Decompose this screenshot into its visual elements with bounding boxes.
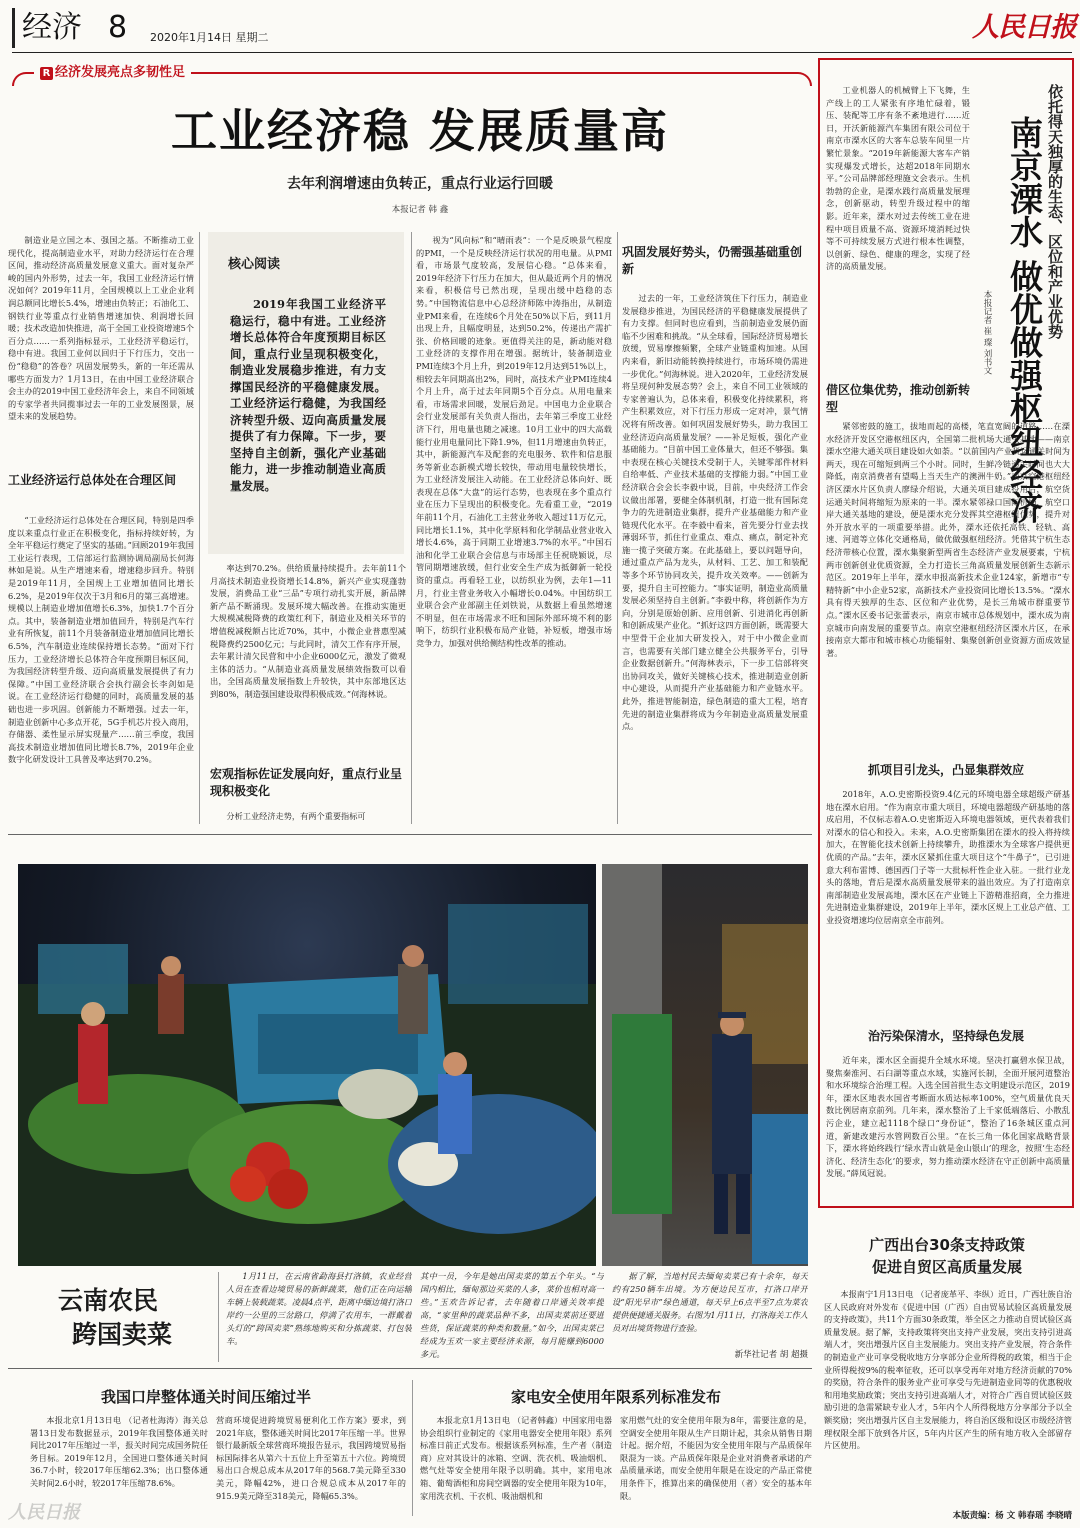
feature-body-2 <box>826 788 1070 1026</box>
brief-headline <box>822 1234 1072 1278</box>
feature-kicker: 依托得天独厚的生态、区位和产业优势 <box>1046 84 1064 339</box>
column-rule <box>411 232 412 824</box>
feature-intro <box>826 84 970 374</box>
feature-body-1 <box>826 420 1070 796</box>
masthead-rule <box>12 52 1072 53</box>
bottom-story-1-text-a: 本报北京1月13日电 （记者杜海涛）海关总署13日发布数据显示，2019年我国整体通关时间比2017年压缩过一半，报关时间完成国务院任务目标。2019年12月，全国进口整体通关时间36.7小时，较2017年压缩62.3%；出口整体通关时间2.6小时，较2017年压缩78.6%。 <box>30 1415 208 1488</box>
lead-intro <box>8 234 194 462</box>
column-rule <box>199 232 200 824</box>
photo-title-line1: 云南农民 <box>58 1286 159 1315</box>
feature-text-3: 近年来，溧水区全面提升全域水环境。坚决打赢碧水保卫战，聚焦秦淮河、石臼湖等重点水域，实施河长制，全面开展河道整治和水环境综合治理工程。入选全国首批生态文明建设示范区，2019年，溧水区地表水国省考断面水质达标率100%，空气质量优良天数比例居南京前列。几年来，溧水整治了上千家低端落后、小散乱污企业，建立起1118个绿口“身份证”，整治了16条城区重点河道，新建改建污水管网数百公里。“在长三角一体化国家战略背景下，溧水将始终践行‘绿水青山就是金山银山’的理念，按照‘生态经济化、经济生态化’的要求，努力推动溧水经济在守正创新中高质量发展。”薛凤冠说。 <box>826 1055 1070 1179</box>
lead-col4-body <box>622 292 808 824</box>
lead-intro-text: 制造业是立国之本、强国之基。不断推动工业现代化，提高制造业水平，对助力经济运行在合理区间，推动经济高质量发展意义重大。面对复杂严峻的国内外形势，过去一年，我国工业经济运行情况如何？2019年11月，全国规模以上工业企业利润总额同比增长5.4%，增速由负转正；石油化工、钢铁行业等重点行业销售增速加快、利润增长回暖；技术改造加快推进，高于全国工业投资增速5个百分点……一系列指标显示，工业经济平稳运行，稳中有进。我国工业何以回归于下行压力，交出一份“稳稳”的答卷？巩固发展势头，新的一年还需从哪些方面发力？1月13日，在由中国工业经济联合会主办的2019中国工业经济年会上，来自不同领域的专家学者共同揽事过去一年的工业发展图景，展望未来的发展趋势。 <box>8 235 194 422</box>
section-rule <box>8 834 812 835</box>
lead-col1-body <box>8 514 194 820</box>
lead-col2-body <box>210 562 406 760</box>
core-reading-text: 2019年我国工业经济平稳运行，稳中有进。工业经济增长总体符合年度预期目标区间，重点行业呈现积极变化，制造业发展稳步推进，有力支撑国民经济的平稳健康发展。工业经济运行稳健，为我国经济转型升级、迈向高质量发展提供了有力保障。下一步，要坚持自主创新，强化产业基础能力，进一步推动制造业高质量发展。 <box>230 297 386 493</box>
lead-col2-sub-text: 分析工业经济走势，有两个重要指标可 <box>226 811 366 821</box>
bottom-story-2-body-b <box>620 1414 812 1514</box>
bottom-story-1-body-b <box>216 1414 406 1514</box>
photo-title-line2: 跨国卖菜 <box>72 1320 173 1349</box>
feature-byline: 本报记者 崔 璨 刘书文 <box>982 290 992 375</box>
core-reading-box <box>208 232 404 554</box>
market-photo-main <box>18 864 596 1266</box>
feature-intro-text: 工业机器人的机械臂上下飞舞，生产线上的工人紧张有序地忙碌着，锻压、装配等工序有条不紊地进行……近日，开沃新能源汽车集团有限公司位于南京市溧水区的大客车总装车间里一片繁忙景象。“2019年新能源大客车产销实现爆发式增长，达超2018年同期水平。”公司品牌部经理施文会表示。生机勃勃的企业，是溧水践行高质量发展理念，创新驱动，转型升级过程中的缩影。近年来，溧水对过去传统工业在进程中项目质量不高、资源环境消耗过快等不可持续发展方式进行根本性调整，以创新、绿色、健康的理念，实现了经济的高质量发展。 <box>826 85 970 272</box>
feature-box <box>818 58 1074 1208</box>
photo-feature-title <box>22 1284 222 1352</box>
section-rule <box>8 1368 812 1369</box>
brief-text: 本报南宁1月13日电 （记者庞革平、李纵）近日，广西壮族自治区人民政府对外发布《促进中国（广西）自由贸易试验区高质量发展的支持政策》，共11个方面30条政策，举全区之力推动自贸试验区高质量发展。据了解，支持政策将突出支持产业发展，突出支持引进高端人才，突出增强片区自主发展能力。突出支持产业发展，符合条件的制造业产业可享受税收地方分享部分企业所得税的政策，相当于企业所得税按9%的税率征收，还可以享受再年对地方经济贡献的70%的奖励，符合条件的服务业产业可享受与先进制造业同等的优惠税收和用地奖励政策；突出支持引进高端人才，对符合广西自贸试验区鼓励引进的急需紧缺专业人才，5年内个人所得税地方分享部分予以全额奖励；突出增强片区自主发展能力，将自治区级和设区市级经济管理权限全部下放到各片区，5年内片区产生的所有地方收入全部留存片区使用。 <box>824 1289 1072 1451</box>
editor-credits: 本版责编：杨 文 韩春瑶 李晓晴 <box>952 1511 1072 1521</box>
photo-caption-1: 1月11日，在云南省勐海县打洛镇，农业经营人员在查看边境贸易的新鲜蔬菜，他们正在向运输车辆上装载蔬菜。凌晨4点半，距离中缅边境打洛口岸约一公里的三岔路口，停满了农用车，一群戴着头灯的“跨国卖菜”熟练地购买和分拣蔬菜、打包装车。 <box>226 1271 412 1346</box>
market-photo-scene <box>18 864 596 1266</box>
bottom-story-1-text-b: 营商环境促进跨境贸易便利化工作方案》要求，到2021年底，整体通关时间比2017年压缩一半。世界银行最新版全球营商环境报告显示，我国跨境贸易指标国际排名从第六十五位上升至第五十六位。跨境贸易出口合规总成本从2017年的568.7美元降至330美元，降幅42%，进口合规总成本从2017年的915.9美元降至318美元，降幅65.3%。 <box>216 1415 406 1501</box>
lead-subhead-1: 工业经济运行总体处在合理区间 <box>8 473 177 487</box>
bottom-story-1-headline: 我国口岸整体通关时间压缩过半 <box>100 1388 311 1406</box>
feature-text-1: 紧邻密鼓的施工，拔地而起的高楼，笔直宽阔的道路……在溧水经济开发区空港枢纽区内，全国第二批机场大通关基地——南京溧水空港大通关项目建设如火如荼。“以前国内产业货运通关时间为两天，现在可缩短到两三个小时。同时，生鲜冷链通关时间也大大降低，南京消费者有望喝上当天生产的澳洲牛奶。”南京空港枢纽经济区溧水片区负责人廖绿介绍说，大通关项目建成投用后，航空货运通关时间将缩短为原来的一半。溧水紧邻禄口国际机场，航空口岸大通关基地的建设，便是溧水充分发挥其空港枢纽优势，提升对外开放水平的一项重要举措。此外，溧水还依托高铁、轻轨、高速、河道等立体化交通格局，做优做强枢纽经济。凭借其宁杭生态经济带核心位置，溧水集聚新型两省生态经济产业发展要素，宁杭两市创新创业优质资源，全力打造长三角高质量发展创新生态新示范区。2019年上半年，溧水申报高新技术企业124家，新增市“专精特新”中小企业52家，高新技术产业投资同比增长13.5%。“溧水具有得天独厚的生态、区位和产业优势，是长三角城市群重要节点。”溧水区委书记张蕾表示，南京市城市总体规划中，溧水成为南京城市向南发展的重要节点。南京空港枢纽经济区溧水片区，在承接南京大都市和城市核心功能辐射、集聚创新创业资源方面成效显著。 <box>826 421 1070 658</box>
photo-caption-2: 其中一员，今年是她出国卖菜的第五个年头。“与国内相比，缅甸那边买菜的人多，菜价也相对高一些。”玉欢告诉记者，去年随着口岸通关效率提高，“家里种的蔬菜品种不多，出国卖菜前还要进些货，保证蔬菜的种类和数量。”如今，出国卖菜已经成为玉欢一家主要经济来源，每月能赚到6000多元。 <box>420 1271 604 1359</box>
lead-col2-sub-body <box>210 810 406 824</box>
series-tag <box>34 64 191 82</box>
feature-body-3 <box>826 1054 1070 1204</box>
column-rule <box>412 1380 413 1516</box>
bottom-story-2-text-a: 本报北京1月13日电 （记者韩鑫）中国家用电器协会组织行业制定的《家用电器安全使用年限》系列标准日前正式发布。根据该系列标准，生产者（制造商）应对其设计的冰箱、空调、洗衣机、吸油烟机、燃气灶等安全使用年限予以明确。其中，家用电冰箱、葡萄酒柜和房间空调器的安全使用年限为10年，家用洗衣机、干衣机、吸油烟机和 <box>420 1415 612 1501</box>
bottom-story-2-body-a <box>420 1414 612 1514</box>
series-tag-label: 经济发展亮点多韧性足 <box>55 65 186 80</box>
lead-col4-text: 过去的一年，工业经济筑住下行压力，制造业发展稳步推进，为国民经济的平稳健康发展提供了有力支撑。但同时也应看到，当前制造业发展仍面临不少困难和挑战。“从全球看，国际经济贸易增长放缓，贸易摩擦频繁，全球产业链重构加速。从国内来看，新旧动能转换持续进行，市场环境仍需进一步优化。”何海林说。进入2020年，工业经济发展将呈现何种发展态势？会上，来自不同工业领域的专家普遍认为，总体来看，积极变化持续累积，将产生积累效应，对下行压力形成一定对冲，景气情况将有所改善。如何巩固发展好势头，助力我国工业经济迈向高质量发展？——补足短板，强化产业基础能力。“目前中国工业体量大，但还不够强。集中表现在核心关键技术受制于人，关键零部件材料自给率低、产业技术基础的支撑能力弱。”中国工业经济联合会会长李毅中说，目前，中央经济工作会议做出部署，要健全体制机制，打造一批有国际竞争力的先进制造业集群，提升产业基础能力和产业链现代化水平。在李毅中看来，首先要分行业去找薄弱环节，抓住行业重点、难点、痛点，制定补充施一揽子突破方案。在此基础上，要以问题导向，通过重点产品为龙头，从材料、工艺、加工和装配等多个环节协同攻关，提升攻关效率。——创新为要，提升自主可控能力。“事实证明，制造业高质量发展必须坚持自主创新。”李毅中称，将创新作为方向，分别是原始创新、应用创新、引进消化再创新和创新成果产业化。“抓好这四方面创新，既需要大中型骨干企业加大研发投入，对于中小微企业而言，也需要有关部门建立健全公共服务平台，引导企业数据创新升。”何海林表示，下一步工信部将突出协同攻关，做好关键核心技术，推进制造业创新中心建设，从而提升产业基础能力和产业链水平。此外，推进智能制造，绿色制造的重大工程，培育先进的制造业集群将成为今年制造业高质量发展重点。 <box>622 293 808 732</box>
customs-photo-scene <box>602 864 808 1266</box>
masthead <box>0 0 1080 56</box>
feature-subhead-3: 治污染保清水，坚持绿色发展 <box>867 1029 1024 1043</box>
lead-col1-text: “工业经济运行总体处在合理区间，特别是四季度以来重点行业正在积极变化，指标持续好转，为全年平稳运行奠定了坚实的基础。”回顾2019年我国工业运行表现，工信部运行监测协调局副局长何海林如是说。从生产增速来看，增速稳步回升。特别是2019年11月，全国规上工业增加值同比增长6.2%，是2019年仅次于3月和6月的第三高增速。规模以上制造业增加值增长6.3%，加快1.7个百分点。其中，装备制造业增加值回升，特别是汽车行业有所恢复，前11个月装备制造业增加值同比增长6.5%，汽车制造业连续保持增长态势。“面对下行压力，工业经济增长总体符合年度预期目标区间，为我国经济转型升级、迈向高质量发展提供了有力保障。”中国工业经济联合会执行副会长李剑如是说。在工业经济运行稳健的同时，高质量发展的基础也进一步巩固。创新能力不断增强。过去一年，制造业创新中心多点开花，5G手机芯片投入商用，存储器、柔性显示屏实现量产……前三季度，我国高技术制造业增加值同比增长8.7%，2019年企业数字化研发设计工具普及率达到70.2%。 <box>8 515 194 765</box>
photo-caption-3: 据了解，当地村民去缅甸卖菜已有十余年，每天约有250辆车出境。为方便边民互市，打洛口岸开设“阳光早市”绿色通道，每天早上6点半至7点为菜农提供便捷通关服务。右图为1月11日，打洛海关工作人员对出境货物进行查验。 <box>612 1271 808 1333</box>
section-name: 经济 <box>22 10 82 45</box>
caption-rule <box>218 1272 219 1362</box>
lead-headline: 工业经济稳 发展质量高 <box>170 104 669 158</box>
column-rule <box>617 232 618 824</box>
series-tag-icon: R <box>40 67 53 80</box>
masthead-logo: 人民日报 <box>972 12 1076 43</box>
lead-col3-body <box>416 234 612 824</box>
bottom-story-1-body-a <box>30 1414 208 1514</box>
lead-subhead-2: 宏观指标佐证发展向好，重点行业呈现积极变化 <box>210 767 403 798</box>
lead-subhead-3: 巩固发展好势头，仍需强基础重创新 <box>622 245 803 276</box>
lead-col2-text: 率达到70.2%。供给质量持续提升。去年前11个月高技术制造业投资增长14.8%，新兴产业实现蓬勃发展，消费品工业“三品”专项行动扎实开展，新品牌新产品不断涌现。发展环境大幅改善。在推动实施更大规模减税降费的政策红利下，制造业及相关环节的增值税减税额占比近70%，其中，小微企业普惠型减税降费约2500亿元；与此同时，清欠工作有序开展，去年累计清欠民营和中小企业6000亿元，激发了微观主体的活力。“从制造业高质量发展绩效指数可以看出，全国高质量发展指数上升较快，其中东部地区达到80%，制造强国建设取得积极成效。”何海林说。 <box>210 563 406 699</box>
bottom-story-2-headline: 家电安全使用年限系列标准发布 <box>510 1388 721 1406</box>
lead-col3-text: 视为“风向标”和“晴雨表”：一个是反映景气程度的PMI，一个是反映经济运行状况的用电量。从PMI看，市场景气度较高，发展信心稳。“总体来看，2019年经济下行压力在加大，但从最近两个月的情况来看，积极信号已然出现，呈现出缓中趋稳的态势。”中国物流信息中心总经济师陈中涛指出，从制造业PMI来看，在连续6个月处在50%以下后，到11月出现上升，且幅度明显，达到50.2%，传递出产需扩张、价格回暖的迹象。更值得关注的是，新动能对稳工业经济的支撑作用在增强。据统计，装备制造业PMI连续3个月上升，到2019年12月达到51%以上，相较去年同期高出2%，同时，高技术产业PMI连续4个月上升，高于过去年同期5个百分点。从用电量来看，市场需求回暖，发展后劲足。中国电力企业联合会行业发展部有关负责人指出，去年第三季度工业经济下行，用电量也随之减速。10月工业中的四大高载能行业用电量同比下降1.9%，但11月增速由负转正，其中，新能源汽车及配套的充电服务、软件和信息服务等新业态新模式增长较快，带动用电量较快增长，为工业经济发展注入动能。在工业经济总体向好、既表现在总体“大盘”的运行态势，也表现在多个重点行业在压力下呈现出的积极变化。先看重工业，“2019年前11个月，石油化工主营业务收入超过11万亿元，同比增长1.1%，其中化学原料和化学制品业营业收入增长4.6%，高于同期工业增速3.7%的水平。”中国石油和化学工业联合会信息与市场部主任祝晓颖说，尽管同期增速放缓，但行业安全生产成为抵御新一轮投资的重点。再看轻工业，以纺织业为例，去年1—11月，行业主营业务收入小幅增长0.04%。中国纺织工业联合会产业部副主任刘铁说，从数据上看虽然增速不明显，但在市场需求不旺和国际外部环境不利的影响下，纺织行业积极布局产业链，补短板，增强市场竞争力，加强对供给侧结构性改革的推动。 <box>416 235 612 648</box>
lead-byline: 本报记者 韩 鑫 <box>391 205 449 215</box>
masthead-rule-left <box>12 8 15 48</box>
bottom-story-2-text-b: 家用燃气灶的安全使用年限为8年，需要注意的是，空调安全使用年限从生产日期计起，其余从销售日期计起。据介绍，不能因为安全使用年限与产品质保年限混为一谈。产品质保年限是企业对消费者承诺的产品质量承诺，而安全使用年限是在设定的产品正常使用条件下，推算出来的确保使用（者）安全的基本年限。 <box>620 1415 812 1501</box>
lead-subheadline: 去年利润增速由负转正，重点行业运行回暖 <box>287 176 553 192</box>
customs-photo <box>602 864 808 1266</box>
page-number: 8 <box>108 10 128 45</box>
feature-text-2: 2018年，A.O.史密斯投资9.4亿元的环境电器全球超级产研基地在溧水启用。“作为南京市重大项目，环境电器超级产研基地的落成启用，不仅标志着A.O.史密斯迈入环境电器领域，更代表着我们对溧水的信心和投入。未来，A.O.史密斯集团在溧水的投入将持续加大，在智能化技术创新上持续攀升，助推溧水为全球客户提供更优质的产品。”去年，溧水区紧抓住重大项目这个“牛鼻子”，已引进意大利布雷博、德国西门子等一大批标杆性企业入驻。一批行业龙头的落地，背后是溧水高质量发展带来的溢出效应。为了打造南京南部制造业发展高地，溧水区在产业链上下游精准招商，全力推进先进制造业集群建设，2019年上半年，溧水区规上工业总产值、工业投资增速均位居南京全市前列。 <box>826 789 1070 925</box>
brief-headline-line1: 广西出台30条支持政策 <box>869 1236 1025 1254</box>
feature-subhead-2: 抓项目引龙头，凸显集群效应 <box>867 763 1024 777</box>
feature-headline: 南京溧水 做优做强枢纽经济 <box>1005 116 1044 524</box>
brief-headline-line2: 促进自贸区高质量发展 <box>871 1258 1022 1276</box>
core-reading-label: 核心阅读 <box>228 257 281 272</box>
corner-watermark: 人民日报 <box>8 1502 80 1523</box>
issue-date: 2020年1月14日 星期二 <box>150 31 269 44</box>
feature-subhead-1: 借区位集优势，推动创新转型 <box>826 383 971 414</box>
photo-credit: 新华社记者 胡 超摄 <box>734 1350 808 1360</box>
brief-body <box>824 1288 1072 1510</box>
